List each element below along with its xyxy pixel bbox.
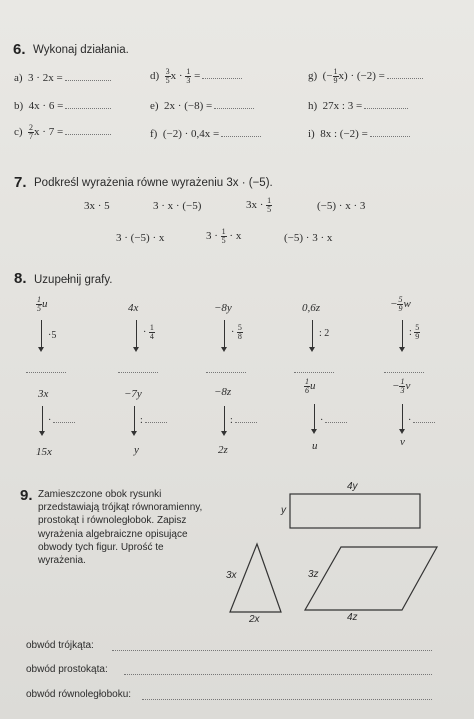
- ex9-text: Zamieszczone obok rysunki przedstawiają trójkąt równoramienny, prostokąt i równoległobok. Zapisz wyrażenia algebraiczne opisujące obwody tych figur. Uprość te wyrażenia.: [38, 489, 203, 567]
- graph-operation: : 2: [319, 328, 330, 339]
- graph-operation: ·: [408, 412, 435, 426]
- rect-top-label: 4y: [347, 481, 358, 492]
- ex7-option[interactable]: 3x · $\frac{1}{5}$: [246, 196, 272, 214]
- answer-label-parallelogram: obwód równoległoboku:: [26, 689, 132, 700]
- ex6-item-f: f) (−2) · 0,4x =: [150, 126, 261, 140]
- graph-start: −7y: [124, 388, 142, 400]
- graph-start: −8z: [214, 386, 232, 398]
- ex6-item-b: b) 4x · 6 =: [14, 98, 111, 112]
- graph-start: −8y: [214, 302, 232, 314]
- graph-operation: : $\frac{5}{9}$: [409, 323, 420, 341]
- ex7-option[interactable]: (−5) · 3 · x: [284, 232, 333, 244]
- rect-side-label: y: [281, 505, 286, 516]
- ex7-option[interactable]: 3 · $\frac{1}{5}$ · x: [206, 227, 242, 245]
- graph-start: − $\frac{5}{9}$ w: [390, 295, 411, 313]
- graph-operation: :: [230, 412, 257, 426]
- graph-result: v: [400, 436, 405, 448]
- fraction: $\frac{1}{9}$: [333, 67, 338, 85]
- graph-operation: ·5: [48, 330, 57, 341]
- ex6-item-d: d) $\frac{3}{5}$ x · $\frac{1}{3}$ =: [150, 68, 242, 85]
- answer-label-rectangle: obwód prostokąta:: [26, 664, 108, 675]
- graph-start: $\frac{1}{5}$ u: [37, 295, 48, 313]
- fraction: $\frac{2}{7}$: [29, 123, 34, 141]
- ex7-number: 7.: [14, 174, 27, 191]
- ex7-title: Podkreśl wyrażenia równe wyrażeniu 3x · (−5).: [34, 177, 273, 189]
- answer-label-triangle: obwód trójkąta:: [26, 640, 94, 651]
- par-base-label: 4z: [347, 612, 358, 623]
- answer-line-triangle[interactable]: [112, 650, 432, 651]
- ex6-number: 6.: [13, 41, 26, 58]
- ex6-item-a: a) 3 · 2x =: [14, 70, 111, 84]
- tri-base-label: 2x: [249, 614, 260, 625]
- ex8-title: Uzupełnij grafy.: [34, 274, 113, 286]
- graph-operation: :: [140, 412, 167, 426]
- answer-line-parallelogram[interactable]: [142, 699, 432, 700]
- graph-result: u: [312, 440, 318, 452]
- ex6-item-g: g) (− $\frac{1}{9}$ x) · (−2) =: [308, 68, 423, 85]
- ex7-option[interactable]: 3 · (−5) · x: [116, 232, 165, 244]
- graph-result: 15x: [36, 446, 52, 458]
- rectangle-shape: [290, 494, 420, 528]
- parallelogram-shape: [305, 547, 437, 610]
- ex6-item-h: h) 27x : 3 =: [308, 98, 408, 112]
- triangle-shape: [230, 544, 281, 612]
- ex6-item-i: i) 8x : (−2) =: [308, 126, 410, 140]
- ex9-number: 9.: [20, 487, 33, 504]
- graph-start: 3x: [38, 388, 49, 400]
- fraction: $\frac{1}{3}$: [186, 67, 191, 85]
- graph-operation: · $\frac{5}{8}$: [231, 323, 242, 341]
- ex7-option[interactable]: 3x · 5: [84, 200, 110, 212]
- par-side-label: 3z: [308, 569, 319, 580]
- graph-result: y: [134, 444, 139, 456]
- graph-start: 4x: [128, 302, 139, 314]
- graph-result: 2z: [218, 444, 228, 456]
- fraction: $\frac{1}{5}$: [221, 227, 226, 245]
- graph-start: $\frac{1}{6}$ u: [305, 377, 316, 395]
- ex7-option[interactable]: 3 · x · (−5): [153, 200, 202, 212]
- tri-side-label: 3x: [226, 570, 237, 581]
- fraction: $\frac{1}{5}$: [267, 196, 272, 214]
- ex6-item-e: e) 2x · (−8) =: [150, 98, 254, 112]
- graph-operation: ·: [320, 412, 347, 426]
- ex6-title: Wykonaj działania.: [33, 44, 129, 56]
- answer-line-rectangle[interactable]: [124, 674, 432, 675]
- ex7-option[interactable]: (−5) · x · 3: [317, 200, 366, 212]
- fraction: $\frac{3}{5}$: [165, 67, 170, 85]
- graph-operation: · $\frac{1}{4}$: [143, 323, 154, 341]
- ex6-item-c: c) $\frac{2}{7}$ x · 7 =: [14, 124, 111, 141]
- graph-operation: ·: [48, 412, 75, 426]
- graph-start: − $\frac{1}{3}$ v: [392, 377, 411, 395]
- ex8-number: 8.: [14, 270, 27, 287]
- graph-start: 0,6z: [302, 302, 321, 314]
